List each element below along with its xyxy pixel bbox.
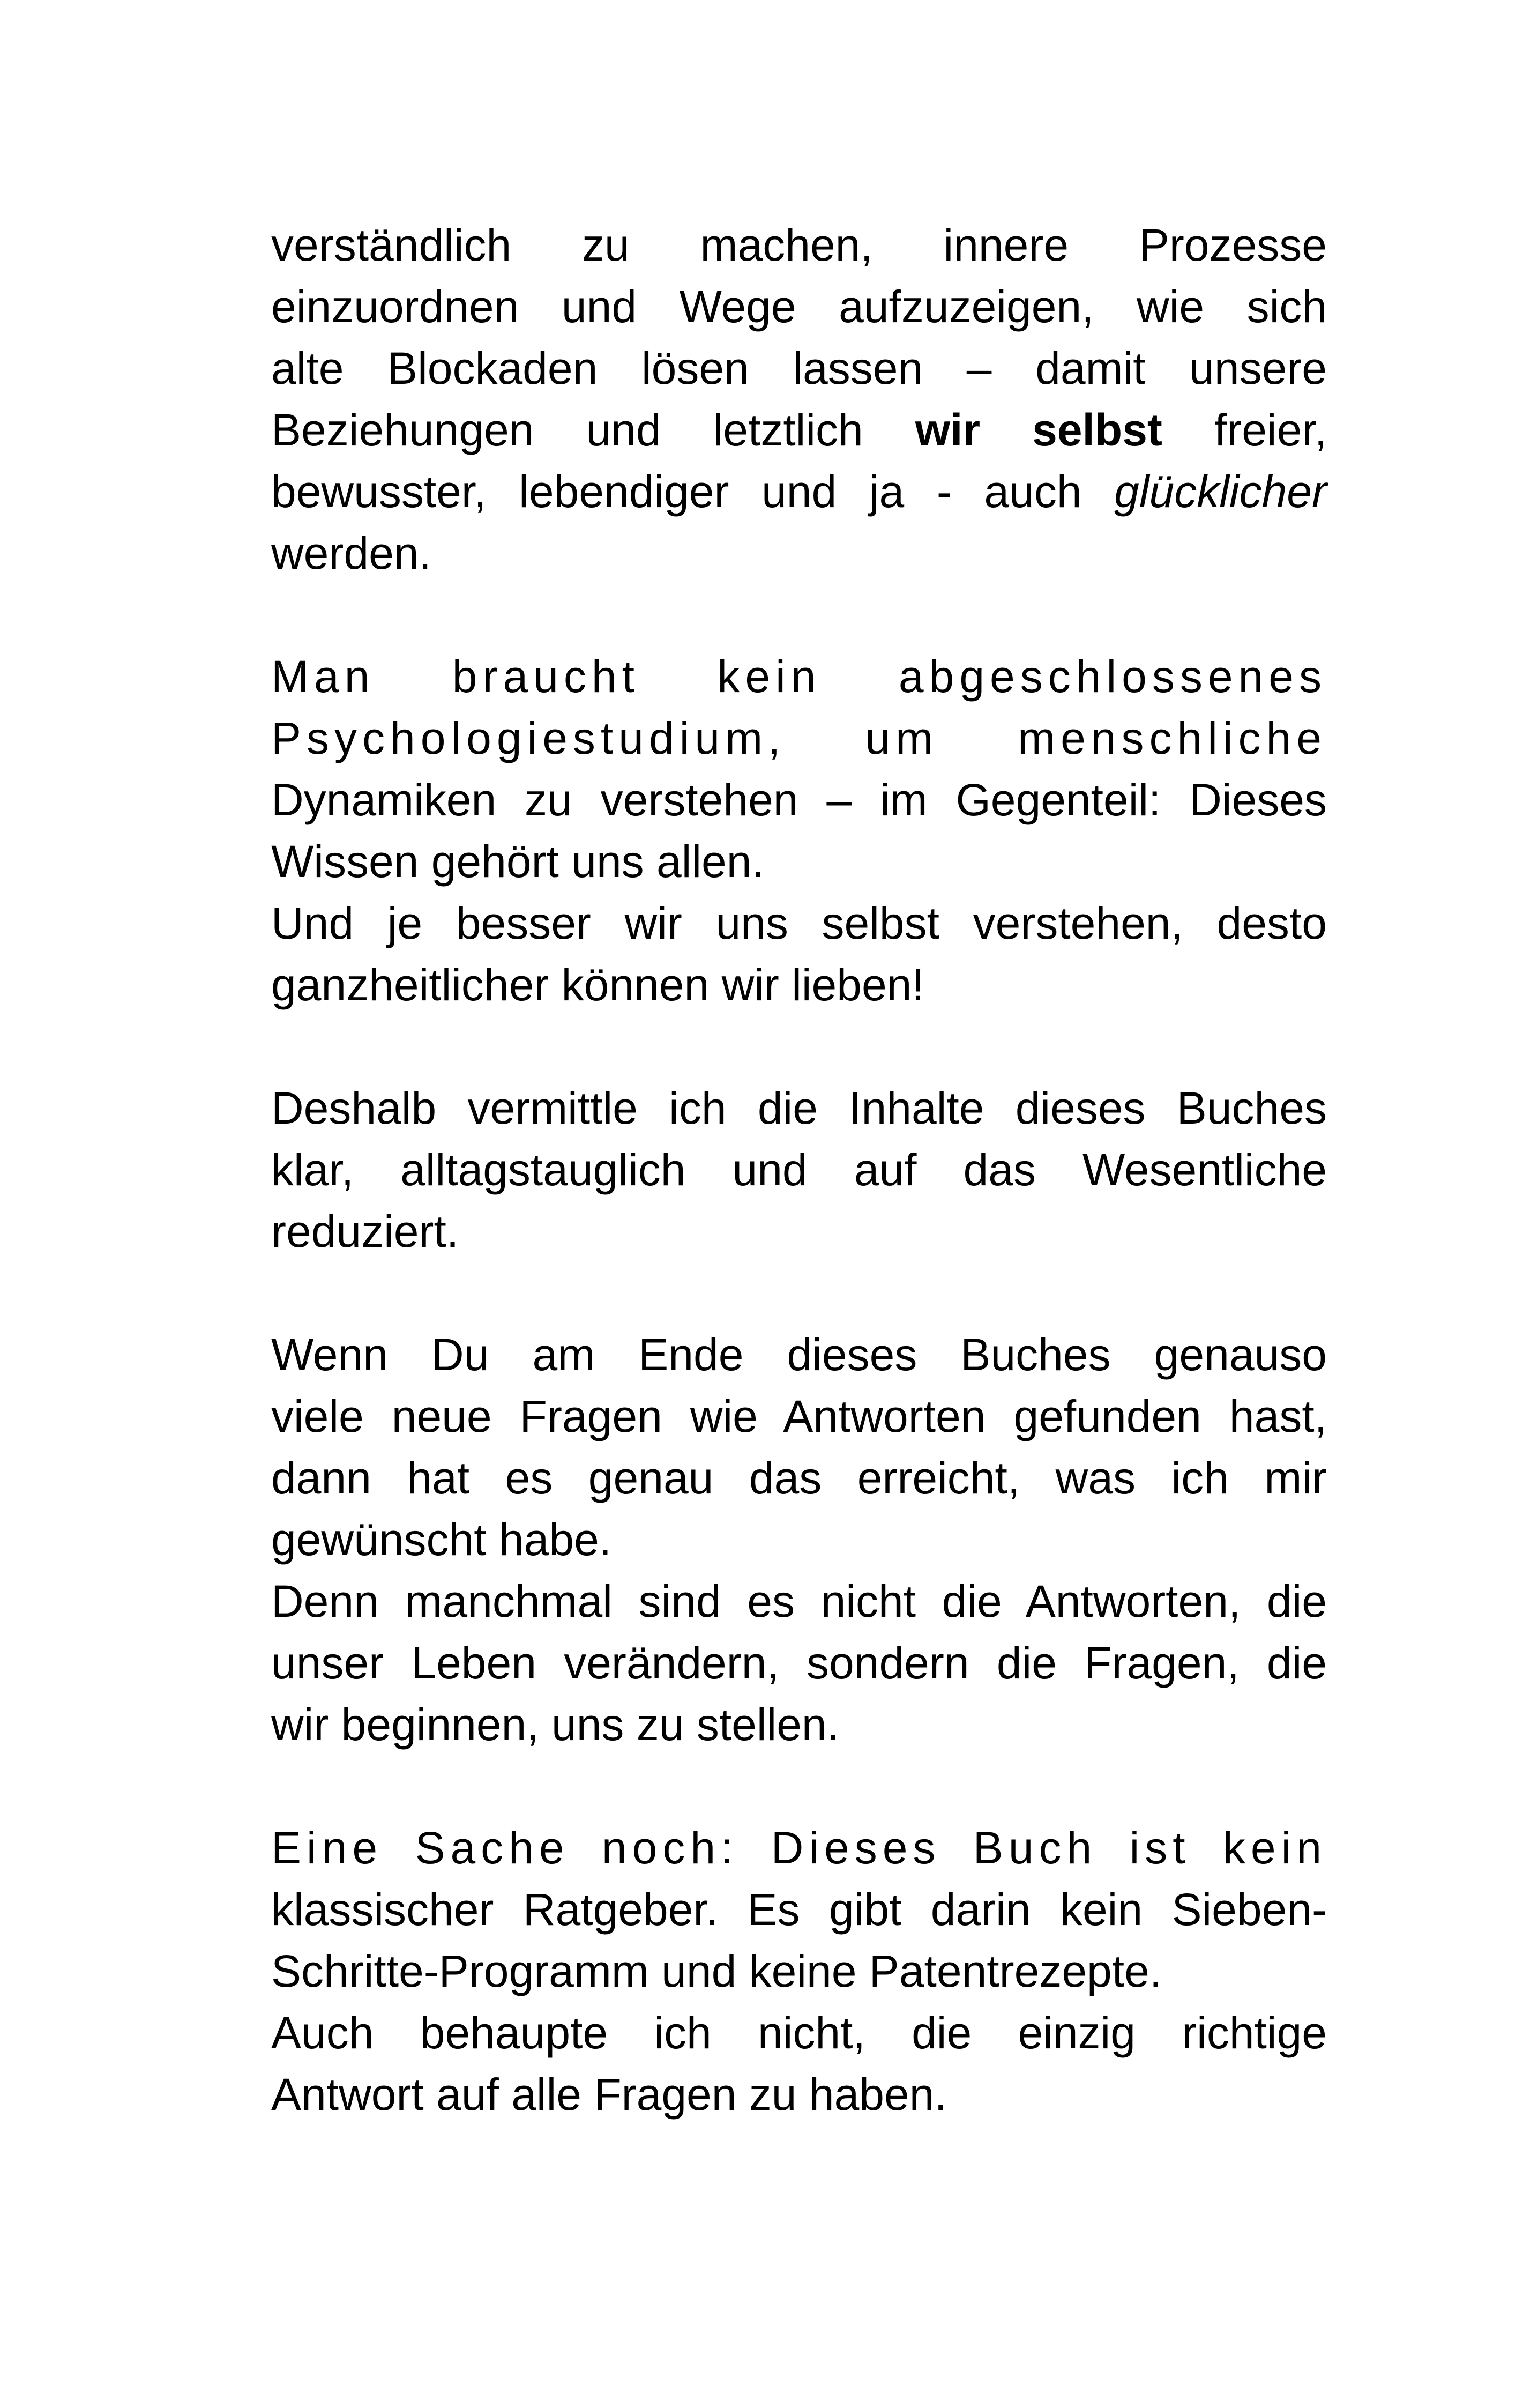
text-line-with-bold [271, 399, 1327, 461]
paragraph-5 [271, 1817, 1327, 2125]
paragraph-1 [271, 214, 1327, 584]
paragraph-3 [271, 1077, 1327, 1262]
text-line: werden. [271, 528, 431, 578]
text-line: Man braucht kein abgeschlossenes [271, 651, 1327, 702]
text-line: verständlich zu machen, innere Prozesse [271, 220, 1327, 270]
text-line: Schritte-Programm und keine Patentrezepte. [271, 1946, 1162, 1996]
paragraph-gap [271, 1016, 1327, 1077]
bold-phrase: wir selbst [915, 405, 1162, 455]
text-line: Auch behaupte ich nicht, die einzig richtige [271, 2008, 1327, 2058]
text-run: Beziehungen und letztlich [271, 405, 915, 455]
text-line: viele neue Fragen wie Antworten gefunden hast, [271, 1391, 1327, 1441]
paragraph-4 [271, 1324, 1327, 1756]
text-line: Psychologiestudium, um menschliche [271, 713, 1327, 763]
text-line: alte Blockaden lösen lassen – damit unsere [271, 343, 1327, 393]
text-line: Wissen gehört uns allen. [271, 836, 764, 887]
text-line: klassischer Ratgeber. Es gibt darin kein Sieben- [271, 1884, 1327, 1935]
text-line: Dynamiken zu verstehen – im Gegenteil: Dieses [271, 775, 1327, 825]
paragraph-2 [271, 646, 1327, 1016]
text-line: Und je besser wir uns selbst verstehen, desto [271, 898, 1327, 948]
text-line: ganzheitlicher können wir lieben! [271, 960, 924, 1010]
text-line: gewünscht habe. [271, 1514, 612, 1565]
paragraph-gap [271, 584, 1327, 646]
text-line: unser Leben verändern, sondern die Fragen, die [271, 1638, 1327, 1688]
text-run: bewusster, lebendiger und ja - auch [271, 466, 1115, 517]
body-text [271, 214, 1327, 2125]
text-line: Denn manchmal sind es nicht die Antworten, die [271, 1576, 1327, 1626]
text-line-with-italic [271, 461, 1327, 523]
text-line: Antwort auf alle Fragen zu haben. [271, 2069, 947, 2120]
paragraph-gap [271, 1262, 1327, 1324]
text-run: freier, [1162, 405, 1327, 455]
text-line: dann hat es genau das erreicht, was ich mir [271, 1453, 1327, 1503]
text-line: Wenn Du am Ende dieses Buches genauso [271, 1329, 1327, 1380]
italic-word: glücklicher [1114, 466, 1327, 517]
paragraph-gap [271, 1756, 1327, 1817]
text-line: einzuordnen und Wege aufzuzeigen, wie sich [271, 281, 1327, 332]
text-line: Eine Sache noch: Dieses Buch ist kein [271, 1823, 1327, 1873]
text-line: reduziert. [271, 1206, 459, 1257]
text-line: klar, alltagstauglich und auf das Wesentliche [271, 1144, 1327, 1195]
text-line: Deshalb vermittle ich die Inhalte dieses Buches [271, 1083, 1327, 1133]
text-line: wir beginnen, uns zu stellen. [271, 1699, 839, 1750]
